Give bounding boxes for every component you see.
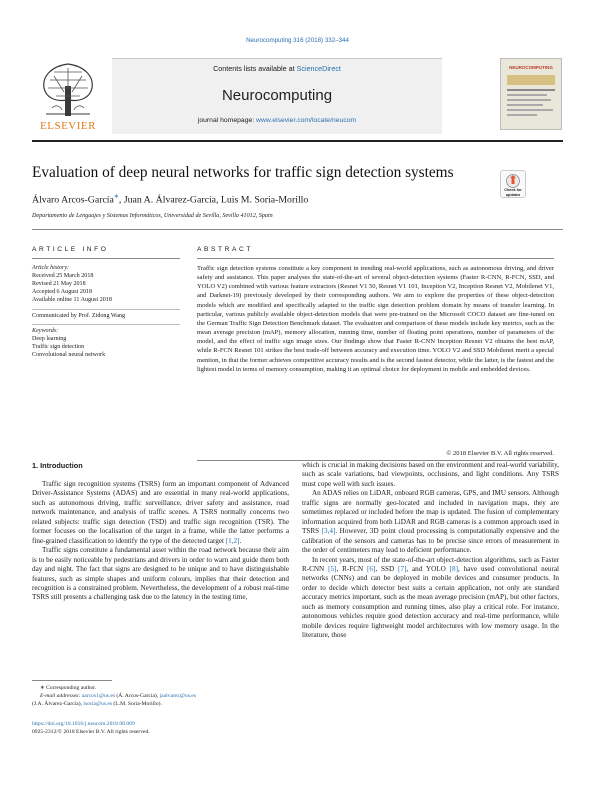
divider [32,258,180,259]
email-link[interactable]: lsoria@us.es [83,701,113,707]
paragraph: which is crucial in making decisions based on the environment and real-world variability, such as scale variations, bad viewpoints, occlusions, and light conditions. Any TSRS must cope well with such issues. [302,461,559,488]
divider [197,258,554,259]
citation-link[interactable]: [7] [398,564,407,573]
citation-link[interactable]: [6] [367,564,376,573]
section-heading-introduction: 1. Introduction [32,461,83,470]
contents-line: Contents lists available at ScienceDirect [213,64,341,73]
footnote-divider [32,680,112,681]
homepage-link[interactable]: www.elsevier.com/locate/neucom [256,117,357,124]
corresponding-author-marker[interactable]: ∗ [113,194,119,200]
paragraph: In recent years, most of the state-of-the-art object-detection algorithms, such as Faster R-CNN [5], R-FCN [6], SSD [7], and YOLO [8], have used convolutional neural networks (CNNs) and can be deployed in mobile devices and consumer products. In order to decide which detector best suits a certain application, not only are standard accuracy metrics important, such as the mean average precision (mAP), but other factors, such as memory consumption and running times, also play a critical role. For instance, autonomous vehicles require good detection accuracy and real-time performance, while mobile devices require lightweight model architectures with low memory usage. In the literature, those [302,555,559,640]
paper-title: Evaluation of deep neural networks for traffic sign detection systems [32,164,454,181]
abstract-heading: ABSTRACT [197,246,253,253]
divider [32,229,563,230]
journal-cover-image [500,58,562,130]
doi-link[interactable]: https://doi.org/10.1016/j.neucom.2018.08.009 [32,721,135,727]
citation-link[interactable]: [1,2] [225,536,240,545]
homepage-line: journal homepage: www.elsevier.com/locate/neucom [197,117,357,124]
paragraph: An ADAS relies on LiDAR, onboard RGB cameras, GPS, and IMU sensors. Although traffic signs are normally geo-located and included in navigation maps, they are sometimes replaced or included before the map is updated. The fusion of complementary information acquired from both LiDAR and RGB cameras is a common approach used in TSRS [3,4]. However, 3D point cloud processing is computationally expensive and the calibration of the sensors and cameras has to be precise since errors of measurement in the order of centimeters may lead to deficient performance. [302,489,559,555]
citation-link[interactable]: [8] [449,564,458,573]
journal-header [32,58,563,134]
article-history: Article history: Received 25 March 2018 Revised 21 May 2018 Accepted 6 August 2018 Available online 11 August 2018 [32,265,112,303]
keywords: Keywords: Deep learning Traffic sign detection Convolutional neural network [32,328,106,358]
doi-block [32,720,332,736]
cover-title: NEUROCOMPUTING [509,65,553,70]
check-updates-icon [501,173,525,189]
abstract-copyright: © 2018 Elsevier B.V. All rights reserved. [446,450,554,457]
citation-link[interactable]: [5] [328,564,337,573]
paragraph: Traffic sign recognition systems (TSRS) form an important component of Advanced Driver-Assistance Systems (ADAS) and are essential in many real-world applications, such as autonomous driving, traffic surveillance, driver safety and assistance, road network maintenance, and analysis of traffic scenes. A TSRS normally concerns two related subjects: traffic sign detection (TSD) and traffic sign recognition (TSR). The former focuses on the localisation of the target in a frame, while the latter performs a fine-grained classification to identify the type of the detected target [1,2]. [32,480,289,545]
author-list: Álvaro Arcos-García∗, Juan A. Álvarez-García, Luis M. Soria-Morillo [32,194,309,206]
email-link[interactable]: jaalvarez@us.es [159,693,196,699]
publisher-name: ELSEVIER [40,120,96,132]
divider [32,309,180,310]
elsevier-logo [34,58,102,134]
divider [32,324,180,325]
affiliation: Departamento de Lenguajes y Sistemas Informáticos, Universidad de Sevilla, Sevilla 41012, Spain [32,213,273,219]
header-rule [32,140,563,142]
footnote: ∗ Corresponding author. E-mail addresses: aarcos1@us.es (Á. Arcos-García), jaalvarez@us.es (J.A. Álvarez-García), lsoria@us.es (L.M. Soria-Morillo). [32,685,196,707]
email-link[interactable]: aarcos1@us.es [81,693,116,699]
cover-art-icon [501,71,561,130]
communicated-by: Communicated by Prof. Zidong Wang [32,313,125,319]
check-for-updates-badge[interactable] [500,170,526,198]
issn-line: 0925-2312/© 2018 Elsevier B.V. All rights reserved. [32,729,150,735]
badge-line-2: updates [505,192,521,197]
citation-link[interactable]: [3,4] [321,527,336,536]
paragraph: Traffic signs constitute a fundamental asset within the road network because their aim is to be easily noticeable by pedestrians and drivers in order to warn and guide them both day and night. The fact that signs are designed to be unique and to have distinguishable features, such as simple shapes and uniform colours, implies that their detection and recognition is a constrained problem. Nevertheless, the development of a robust real-time TSRS still presents a challenging task due to the latency in the testing time, [32,546,289,602]
body-column-left [32,480,289,603]
sciencedirect-link[interactable]: ScienceDirect [296,64,341,73]
journal-title: Neurocomputing [221,87,333,104]
badge-line-1: Check for [504,188,522,192]
journal-reference[interactable]: Neurocomputing 316 (2018) 332–344 [246,37,349,44]
masthead [112,58,442,134]
article-info-heading: ARTICLE INFO [32,246,109,253]
body-column-right [302,461,559,641]
abstract-text: Traffic sign detection systems constitute a key component in trending real-world applications, such as autonomous driving, and driver safety and assistance. This paper analyses the state-of-the-art of several object-detection systems (Faster R-CNN, R-FCN, SSD, and YOLO V2) combined with various feature extractors (Resnet V1 50, Resnet V1 101, Inception V2, Inception Resnet V2, Mobilenet V1, and Darknet-19) previously developed by their corresponding authors. We aim to explore the properties of these object-detection models which are modified and specifically adapted to the traffic sign detection problem domain by means of transfer learning. In particular, various publicly available object-detection models that were pre-trained on the Microsoft COCO dataset are fine-tuned on the German Traffic Sign Detection Benchmark dataset. The evaluation and comparison of these models include key metrics, such as the mean average precision (mAP), memory allocation, running time, number of floating point operations, number of parameters of the model, and the effect of traffic sign image sizes. Our findings show that Faster R-CNN Inception Resnet V2 obtains the best mAP, while R-FCN Resnet 101 strikes the best trade-off between accuracy and execution time. YOLO V2 and SSD Mobilenet merit a special mention, in that the former achieves competitive accuracy results and is the second fastest detector, while the latter, is the fastest and the lightest model in terms of memory consumption, making it an optimal choice for deployment in mobile and embedded devices. [197,265,554,373]
